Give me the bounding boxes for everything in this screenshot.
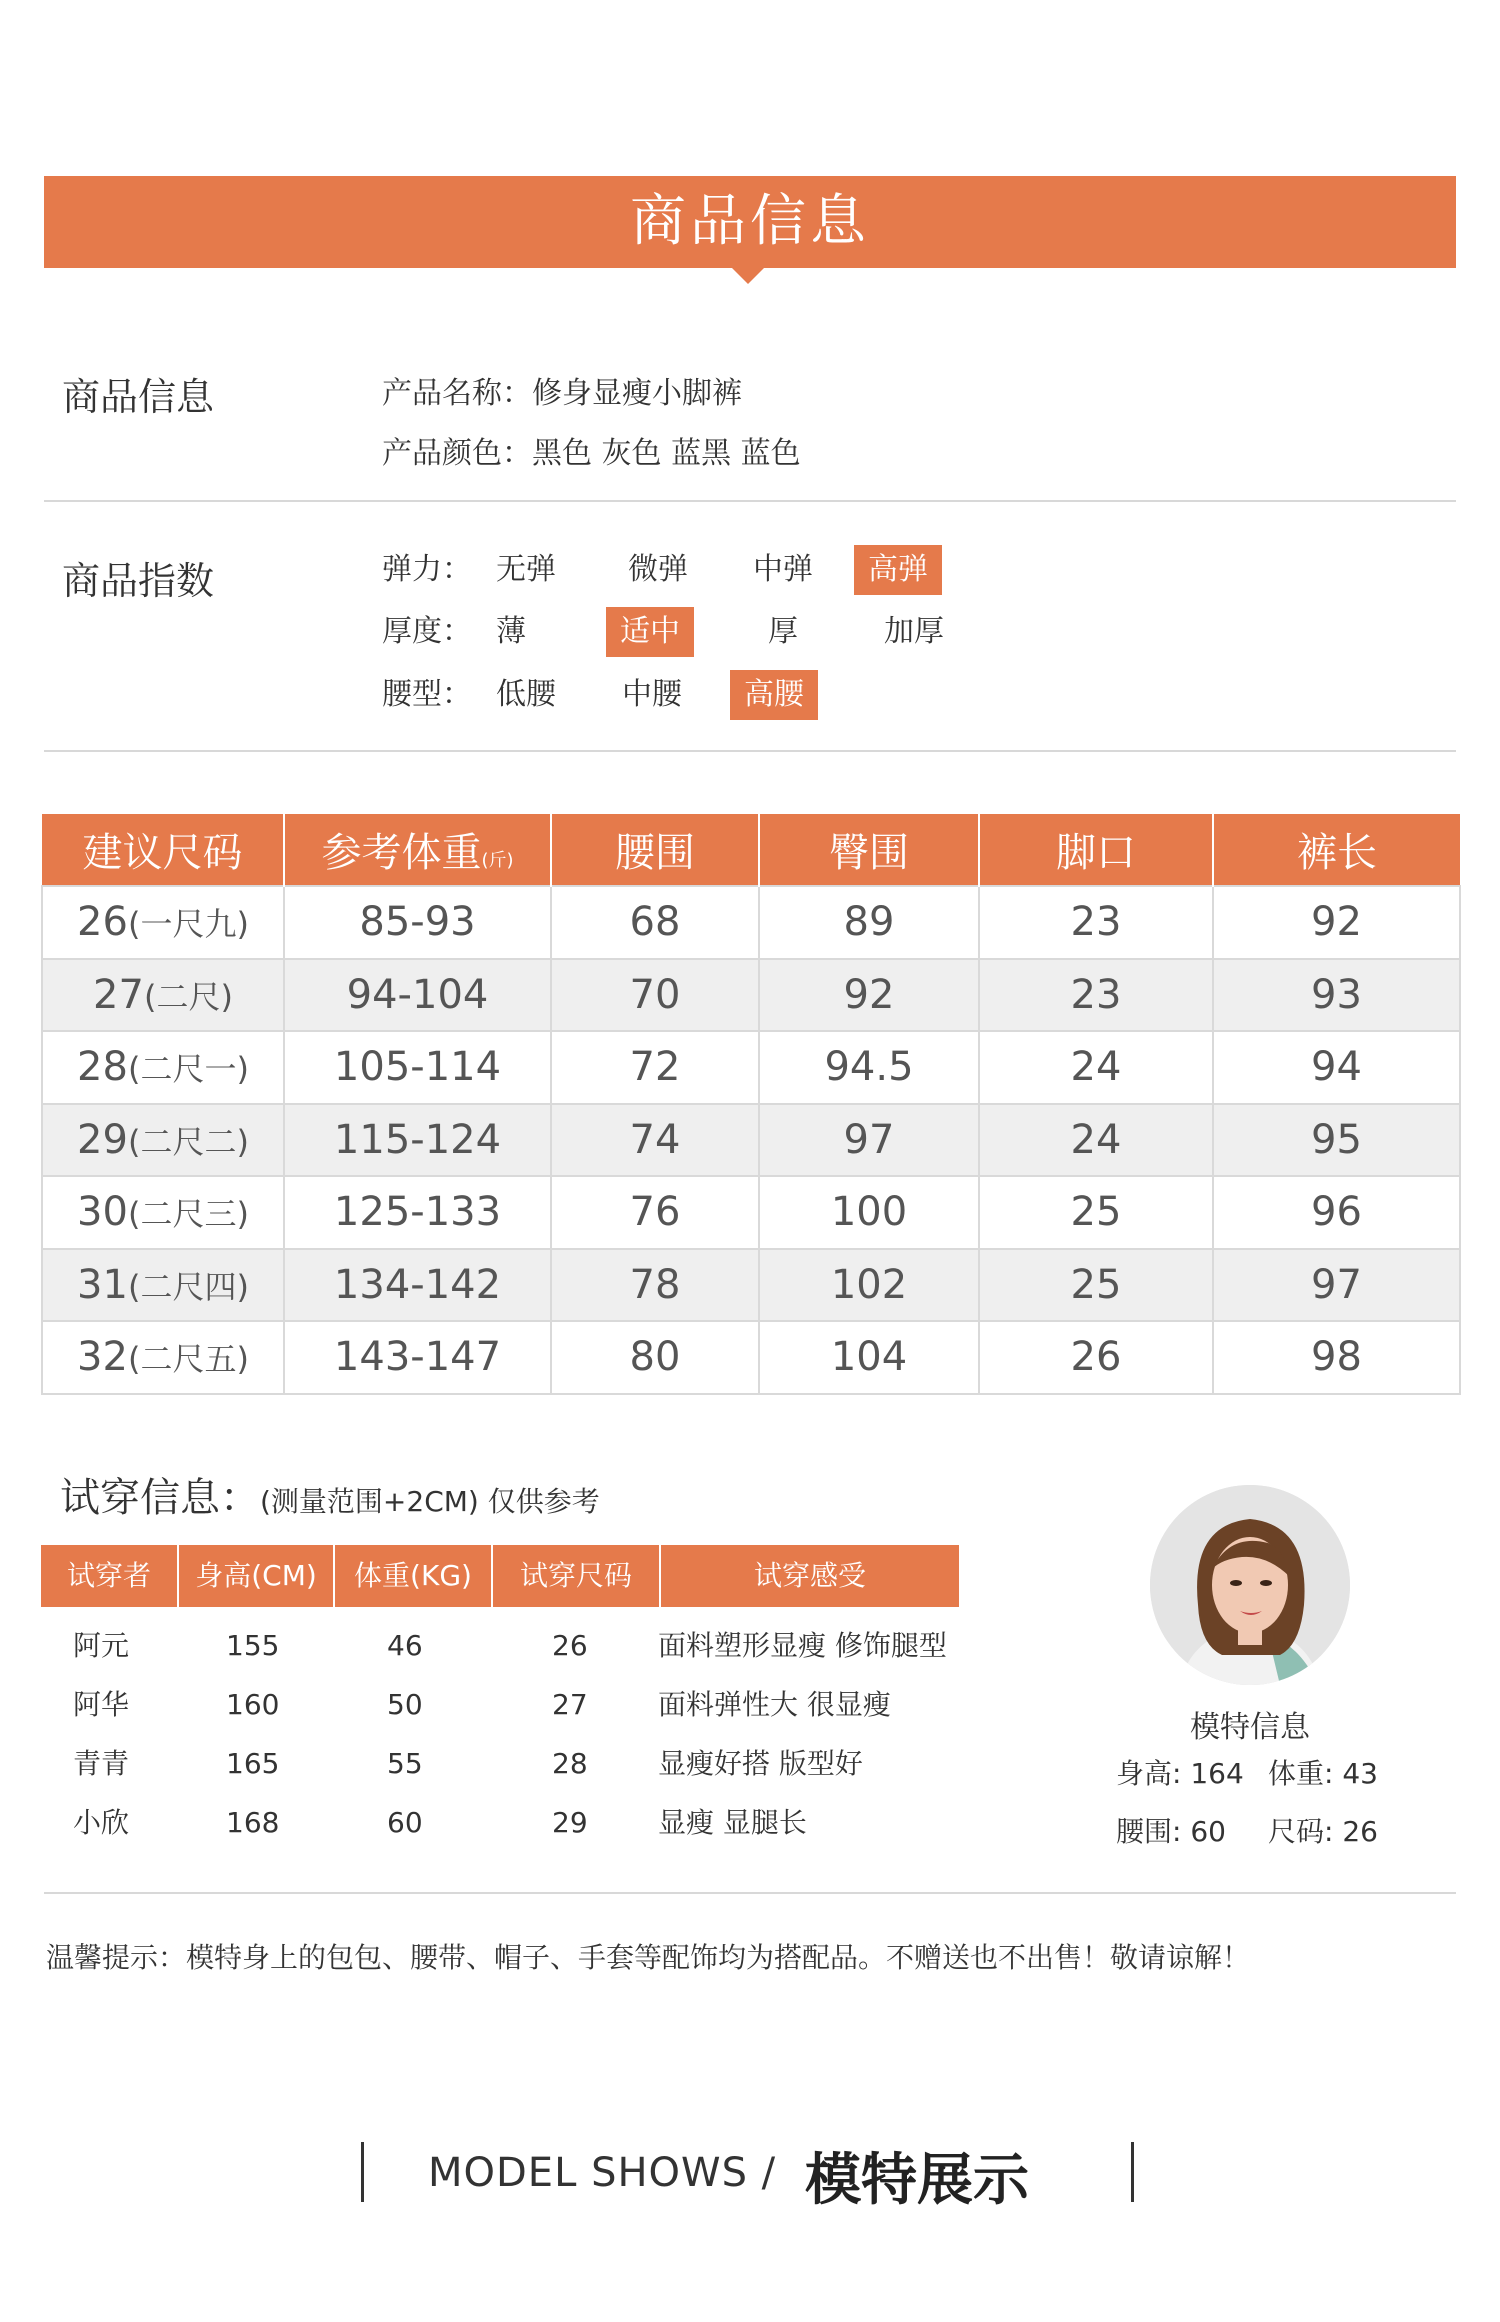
- length-cell: 94: [1213, 1031, 1460, 1104]
- length-cell: 95: [1213, 1104, 1460, 1177]
- hip-cell: 94.5: [759, 1031, 979, 1104]
- size-note: (二尺四): [127, 1267, 249, 1306]
- elasticity-option: 微弹: [628, 552, 688, 587]
- waist-cell: 72: [551, 1031, 759, 1104]
- tryon-size: 28: [552, 1747, 588, 1780]
- elasticity-option-selected: 高弹: [854, 545, 942, 595]
- size-note: (二尺一): [127, 1050, 249, 1089]
- size-cell: [42, 1104, 284, 1177]
- size-table: [41, 814, 1461, 1395]
- thickness-option-selected: 适中: [606, 607, 694, 657]
- size-value: 27: [93, 971, 144, 1018]
- length-cell: 98: [1213, 1321, 1460, 1394]
- model-info-title: 模特信息: [1190, 1710, 1310, 1745]
- waist-option: 中腰: [622, 677, 682, 712]
- weight-cell: 143-147: [284, 1321, 551, 1394]
- col-header-waist: 腰围: [551, 814, 759, 886]
- tryon-height: 168: [226, 1806, 280, 1839]
- size-value: 32: [77, 1334, 128, 1381]
- tryon-col-weight: 体重(KG): [354, 1559, 472, 1592]
- model-height: 身高: 164: [1116, 1757, 1244, 1790]
- tryon-col-height: 身高(CM): [195, 1559, 317, 1592]
- tryon-height: 165: [226, 1747, 280, 1780]
- weight-cell: 94-104: [284, 959, 551, 1032]
- size-note: (二尺二): [127, 1122, 249, 1161]
- tryon-weight: 55: [387, 1747, 423, 1780]
- footer-bar-right: [1131, 2142, 1134, 2202]
- col-header-weight: [284, 814, 551, 886]
- hip-cell: 89: [759, 886, 979, 959]
- table-row: [42, 1249, 1460, 1322]
- footer-title-en: MODEL SHOWS /: [428, 2150, 777, 2196]
- tryon-feel: 面料弹性大 很显瘦: [658, 1688, 891, 1721]
- tryon-size: 27: [552, 1688, 588, 1721]
- model-weight: 体重: 43: [1268, 1757, 1378, 1790]
- hem-cell: 25: [979, 1176, 1213, 1249]
- footer-title-cn: 模特展示: [805, 2148, 1029, 2213]
- weight-cell: 134-142: [284, 1249, 551, 1322]
- table-row: [42, 1321, 1460, 1394]
- table-row: [42, 959, 1460, 1032]
- thickness-option: 厚: [768, 614, 798, 649]
- waist-option: 低腰: [496, 677, 556, 712]
- size-note: (一尺九): [127, 905, 249, 944]
- thickness-label: 厚度：: [382, 614, 472, 649]
- size-cell: [42, 1249, 284, 1322]
- table-row: [42, 886, 1460, 959]
- hip-cell: 100: [759, 1176, 979, 1249]
- length-cell: 97: [1213, 1249, 1460, 1322]
- table-row: [42, 1104, 1460, 1177]
- size-cell: [42, 886, 284, 959]
- elasticity-option: 中弹: [753, 552, 813, 587]
- col-header-hem: 脚口: [979, 814, 1213, 886]
- product-index-label: 商品指数: [62, 559, 215, 603]
- weight-cell: 115-124: [284, 1104, 551, 1177]
- size-cell: [42, 1321, 284, 1394]
- col-header-hip: 臀围: [759, 814, 979, 886]
- length-cell: 93: [1213, 959, 1460, 1032]
- weight-unit: (斤): [481, 850, 514, 871]
- weight-cell: 105-114: [284, 1031, 551, 1104]
- tryon-height: 155: [226, 1629, 280, 1662]
- banner-notch: [732, 268, 764, 284]
- size-value: 26: [77, 899, 128, 946]
- length-cell: 92: [1213, 886, 1460, 959]
- banner-title: 商品信息: [630, 189, 870, 254]
- tryon-feel: 显瘦好搭 版型好: [658, 1747, 863, 1780]
- table-row: [42, 1031, 1460, 1104]
- tryon-note: (测量范围+2CM) 仅供参考: [260, 1485, 600, 1518]
- size-value: 29: [77, 1116, 128, 1163]
- col-header-size: 建议尺码: [42, 814, 284, 886]
- waist-cell: 68: [551, 886, 759, 959]
- tryon-feel: 面料塑形显瘦 修饰腿型: [658, 1629, 947, 1662]
- elasticity-label: 弹力：: [382, 552, 472, 587]
- waist-cell: 74: [551, 1104, 759, 1177]
- size-value: 30: [77, 1189, 128, 1236]
- hem-cell: 24: [979, 1031, 1213, 1104]
- tryon-name: 小欣: [73, 1806, 130, 1839]
- product-color-line: 产品颜色：黑色 灰色 蓝黑 蓝色: [382, 436, 801, 471]
- elasticity-option: 无弹: [496, 552, 556, 587]
- thickness-option: 加厚: [884, 614, 944, 649]
- table-row: [42, 1176, 1460, 1249]
- product-name-line: 产品名称：修身显瘦小脚裤: [382, 376, 742, 411]
- tryon-title: [60, 1466, 600, 1523]
- divider: [44, 1892, 1456, 1894]
- hem-cell: 24: [979, 1104, 1213, 1177]
- waist-option-selected: 高腰: [730, 670, 818, 720]
- weight-cell: 125-133: [284, 1176, 551, 1249]
- waist-cell: 76: [551, 1176, 759, 1249]
- divider: [44, 500, 1456, 502]
- col-header-length: 裤长: [1213, 814, 1460, 886]
- tryon-title-label: 试穿信息：: [60, 1475, 260, 1521]
- size-cell: [42, 959, 284, 1032]
- product-info-label: 商品信息: [62, 375, 215, 419]
- section-banner: [44, 176, 1456, 268]
- waist-cell: 70: [551, 959, 759, 1032]
- tryon-name: 阿元: [73, 1629, 130, 1662]
- tryon-table-header: [41, 1545, 959, 1607]
- size-note: (二尺五): [127, 1340, 249, 1379]
- hem-cell: 23: [979, 886, 1213, 959]
- size-cell: [42, 1031, 284, 1104]
- tryon-feel: 显瘦 显腿长: [658, 1806, 807, 1839]
- tryon-size: 26: [552, 1629, 588, 1662]
- hem-cell: 25: [979, 1249, 1213, 1322]
- waist-cell: 80: [551, 1321, 759, 1394]
- footer-bar-left: [361, 2142, 364, 2202]
- hip-cell: 102: [759, 1249, 979, 1322]
- tryon-size: 29: [552, 1806, 588, 1839]
- hem-cell: 23: [979, 959, 1213, 1032]
- size-note: (二尺): [143, 977, 233, 1016]
- col-header-weight-label: 参考体重: [321, 830, 482, 876]
- tryon-weight: 50: [387, 1688, 423, 1721]
- size-value: 28: [77, 1044, 128, 1091]
- model-avatar: [1150, 1485, 1350, 1685]
- tryon-col-name: 试穿者: [66, 1559, 151, 1592]
- hem-cell: 26: [979, 1321, 1213, 1394]
- waist-label: 腰型：: [382, 677, 472, 712]
- length-cell: 96: [1213, 1176, 1460, 1249]
- tryon-col-feel: 试穿感受: [753, 1559, 866, 1592]
- model-size: 尺码: 26: [1268, 1815, 1378, 1848]
- tryon-name: 阿华: [73, 1688, 130, 1721]
- size-note: (二尺三): [127, 1195, 249, 1234]
- thickness-option: 薄: [496, 614, 526, 649]
- hip-cell: 92: [759, 959, 979, 1032]
- waist-cell: 78: [551, 1249, 759, 1322]
- model-waist: 腰围: 60: [1116, 1815, 1226, 1848]
- weight-cell: 85-93: [284, 886, 551, 959]
- tryon-col-size: 试穿尺码: [519, 1559, 632, 1592]
- hip-cell: 104: [759, 1321, 979, 1394]
- hip-cell: 97: [759, 1104, 979, 1177]
- size-cell: [42, 1176, 284, 1249]
- tryon-height: 160: [226, 1688, 280, 1721]
- tryon-name: 青青: [73, 1747, 130, 1780]
- tryon-weight: 60: [387, 1806, 423, 1839]
- model-portrait-icon: [1150, 1485, 1350, 1685]
- divider: [44, 750, 1456, 752]
- size-table-header: [42, 814, 1460, 886]
- tryon-weight: 46: [387, 1629, 423, 1662]
- size-value: 31: [77, 1261, 128, 1308]
- warm-tip: 温馨提示：模特身上的包包、腰带、帽子、手套等配饰均为搭配品。不赠送也不出售！敬请谅解！: [46, 1941, 1251, 1974]
